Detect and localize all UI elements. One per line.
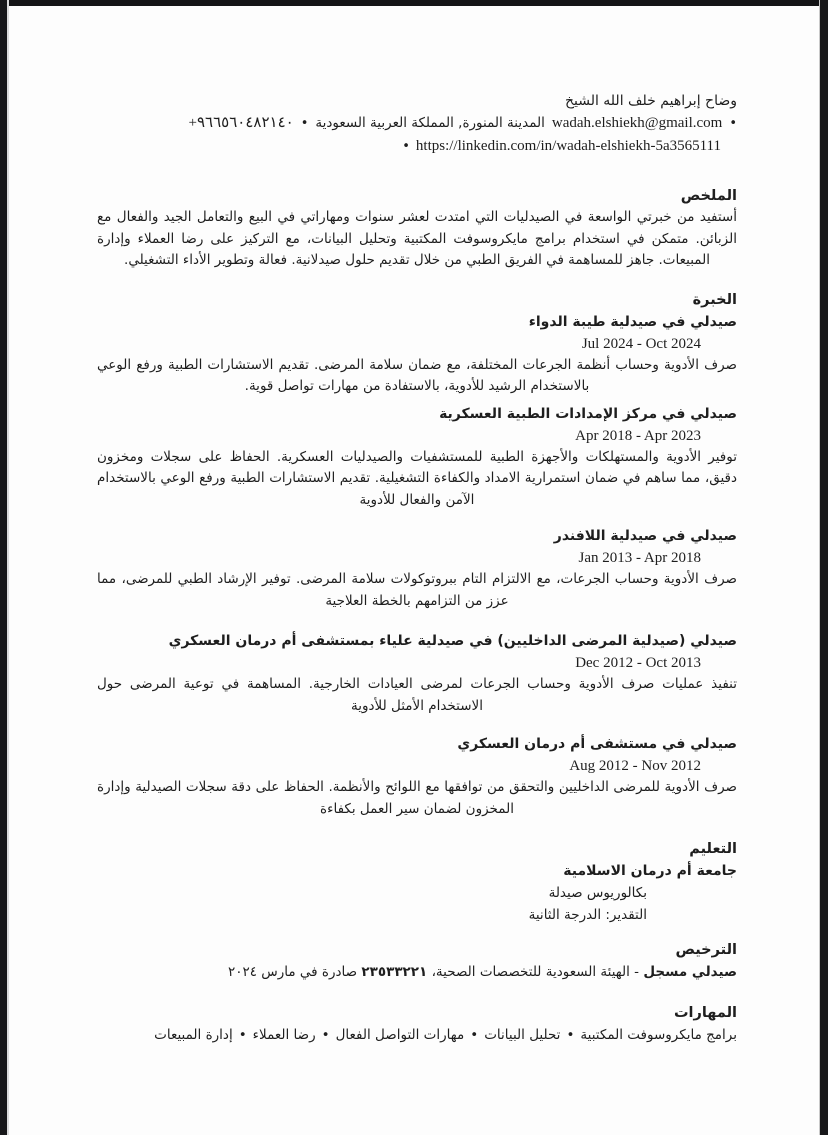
job-entry <box>97 630 737 717</box>
job-entry <box>97 311 737 398</box>
job-description: تنفيذ عمليات صرف الأدوية وحساب الجرعات لمرضى العيادات الخارجية. المساهمة في توعية المرضى حول الاستخدام الأمثل للأدوية <box>97 676 737 714</box>
skill-item: رضا العملاء <box>252 1027 316 1043</box>
section-heading-summary: الملخص <box>680 188 737 204</box>
separator-bullet: • <box>300 116 309 131</box>
job-entry <box>97 403 737 512</box>
degree-name: بكالوريوس صيدلة <box>548 885 647 901</box>
job-entry <box>97 733 737 820</box>
job-description: صرف الأدوية وحساب الجرعات، مع الالتزام التام ببروتوكولات سلامة المرضى. توفير الإرشاد الطبي للمرضى، مما عزز من التزامهم بالخطة العلاجية <box>97 571 737 609</box>
linkedin-line <box>97 135 737 158</box>
separator-bullet: • <box>402 139 410 154</box>
phone-number: +٩٦٦٥٦٠٤٨٢١٤٠ <box>188 115 294 131</box>
job-description: صرف الأدوية وحساب أنظمة الجرعات المختلفة، مع ضمان سلامة المرضى. تقديم الاستشارات الطبية ورفع الوعي بالاستخدام الرشيد للأدوية، بالاستفادة من مهارات تواصل قوية. <box>97 356 737 394</box>
location-text: المدينة المنورة, المملكة العربية السعودية <box>315 115 545 131</box>
candidate-name: وضاح إبراهيم خلف الله الشيخ <box>564 93 737 109</box>
license-number: ٢٣٥٣٣٢٢١ <box>361 964 428 980</box>
section-heading-skills: المهارات <box>673 1005 737 1021</box>
job-dates: Jul 2024 - Oct 2024 <box>581 335 701 352</box>
skill-item: برامج مايكروسوفت المكتبية <box>580 1027 737 1043</box>
skill-item: إدارة المبيعات <box>154 1027 233 1043</box>
job-entry <box>97 525 737 612</box>
section-heading-experience: الخبرة <box>692 291 737 308</box>
license-issue-date: صادرة في مارس ٢٠٢٤ <box>227 964 362 980</box>
email-address: wadah.elshiekh@gmail.com <box>551 115 723 131</box>
skill-item: مهارات التواصل الفعال <box>335 1027 465 1043</box>
separator-bullet: • <box>566 1027 575 1043</box>
job-title: صيدلي في صيدلية اللافندر <box>553 528 737 544</box>
job-dates: Dec 2012 - Oct 2013 <box>575 655 701 671</box>
separator-bullet: • <box>470 1027 479 1043</box>
page-right-border-shadow <box>819 0 820 1135</box>
page-right-border <box>820 0 828 1135</box>
contact-line <box>97 112 737 135</box>
section-heading-education: التعليم <box>689 841 737 857</box>
job-title: صيدلي (صيدلية المرضى الداخليين) في صيدلية علياء بمستشفى أم درمان العسكري <box>168 633 737 649</box>
license-holder-title: صيدلي مسجل <box>643 964 737 980</box>
page-left-border <box>0 0 7 1135</box>
job-description: توفير الأدوية والمستهلكات والأجهزة الطبية للمستشفيات والصيدليات العسكرية. الحفاظ على سجلات ومخزون دقيق، مما ساهم في ضمان استمرارية الامداد والكفاءة التشغيلية. تقديم الاستشارات الطبية ورفع الوعي بالاستخدام الآمن والفعال للأدوية <box>97 448 737 508</box>
linkedin-url: https://linkedin.com/in/wadah-elshiekh-5a3565111 <box>415 138 721 154</box>
summary-paragraph: أستفيد من خبرتي الواسعة في الصيدليات التي امتدت لعشر سنوات ومهاراتي في البيع والتعامل الجيد والفعال مع الزبائن. متمكن في استخدام برامج مايكروسوفت المكتبية وتحليل البيانات، مع التركيز على رضا العملاء وإدارة المبيعات. جاهز للمساهمة في الفريق الطبي من خلال تقديم حلول صيدلانية. فعالة وتطوير الأداء التشغيلي. <box>97 209 737 268</box>
job-dates: Aug 2012 - Nov 2012 <box>569 758 701 774</box>
job-dates: Apr 2018 - Apr 2023 <box>575 427 701 444</box>
license-authority: - الهيئة السعودية للتخصصات الصحية، <box>427 964 644 980</box>
job-title: صيدلي في مركز الإمدادات الطبية العسكرية <box>439 405 737 422</box>
separator-bullet: • <box>238 1027 247 1043</box>
skill-item: تحليل البيانات <box>484 1027 561 1043</box>
job-dates: Jan 2013 - Apr 2018 <box>578 550 701 566</box>
university-name: جامعة أم درمان الاسلامية <box>563 863 737 879</box>
job-title: صيدلي في صيدلية طيبة الدواء <box>528 313 737 330</box>
license-line <box>97 961 737 983</box>
section-heading-license: الترخيص <box>675 942 737 958</box>
separator-bullet: • <box>321 1027 330 1043</box>
job-description: صرف الأدوية للمرضى الداخليين والتحقق من توافقها مع اللوائح والأنظمة. الحفاظ على دقة سجلات الصيدلية وإدارة المخزون لضمان سير العمل بكفاءة <box>97 779 737 817</box>
resume-document <box>97 0 737 1046</box>
job-title: صيدلي في مستشفى أم درمان العسكري <box>457 736 737 752</box>
separator-bullet: • <box>729 116 737 131</box>
grade-text: التقدير: الدرجة الثانية <box>528 907 647 923</box>
page-left-border-shadow <box>7 0 9 1135</box>
skills-line <box>97 1024 737 1046</box>
